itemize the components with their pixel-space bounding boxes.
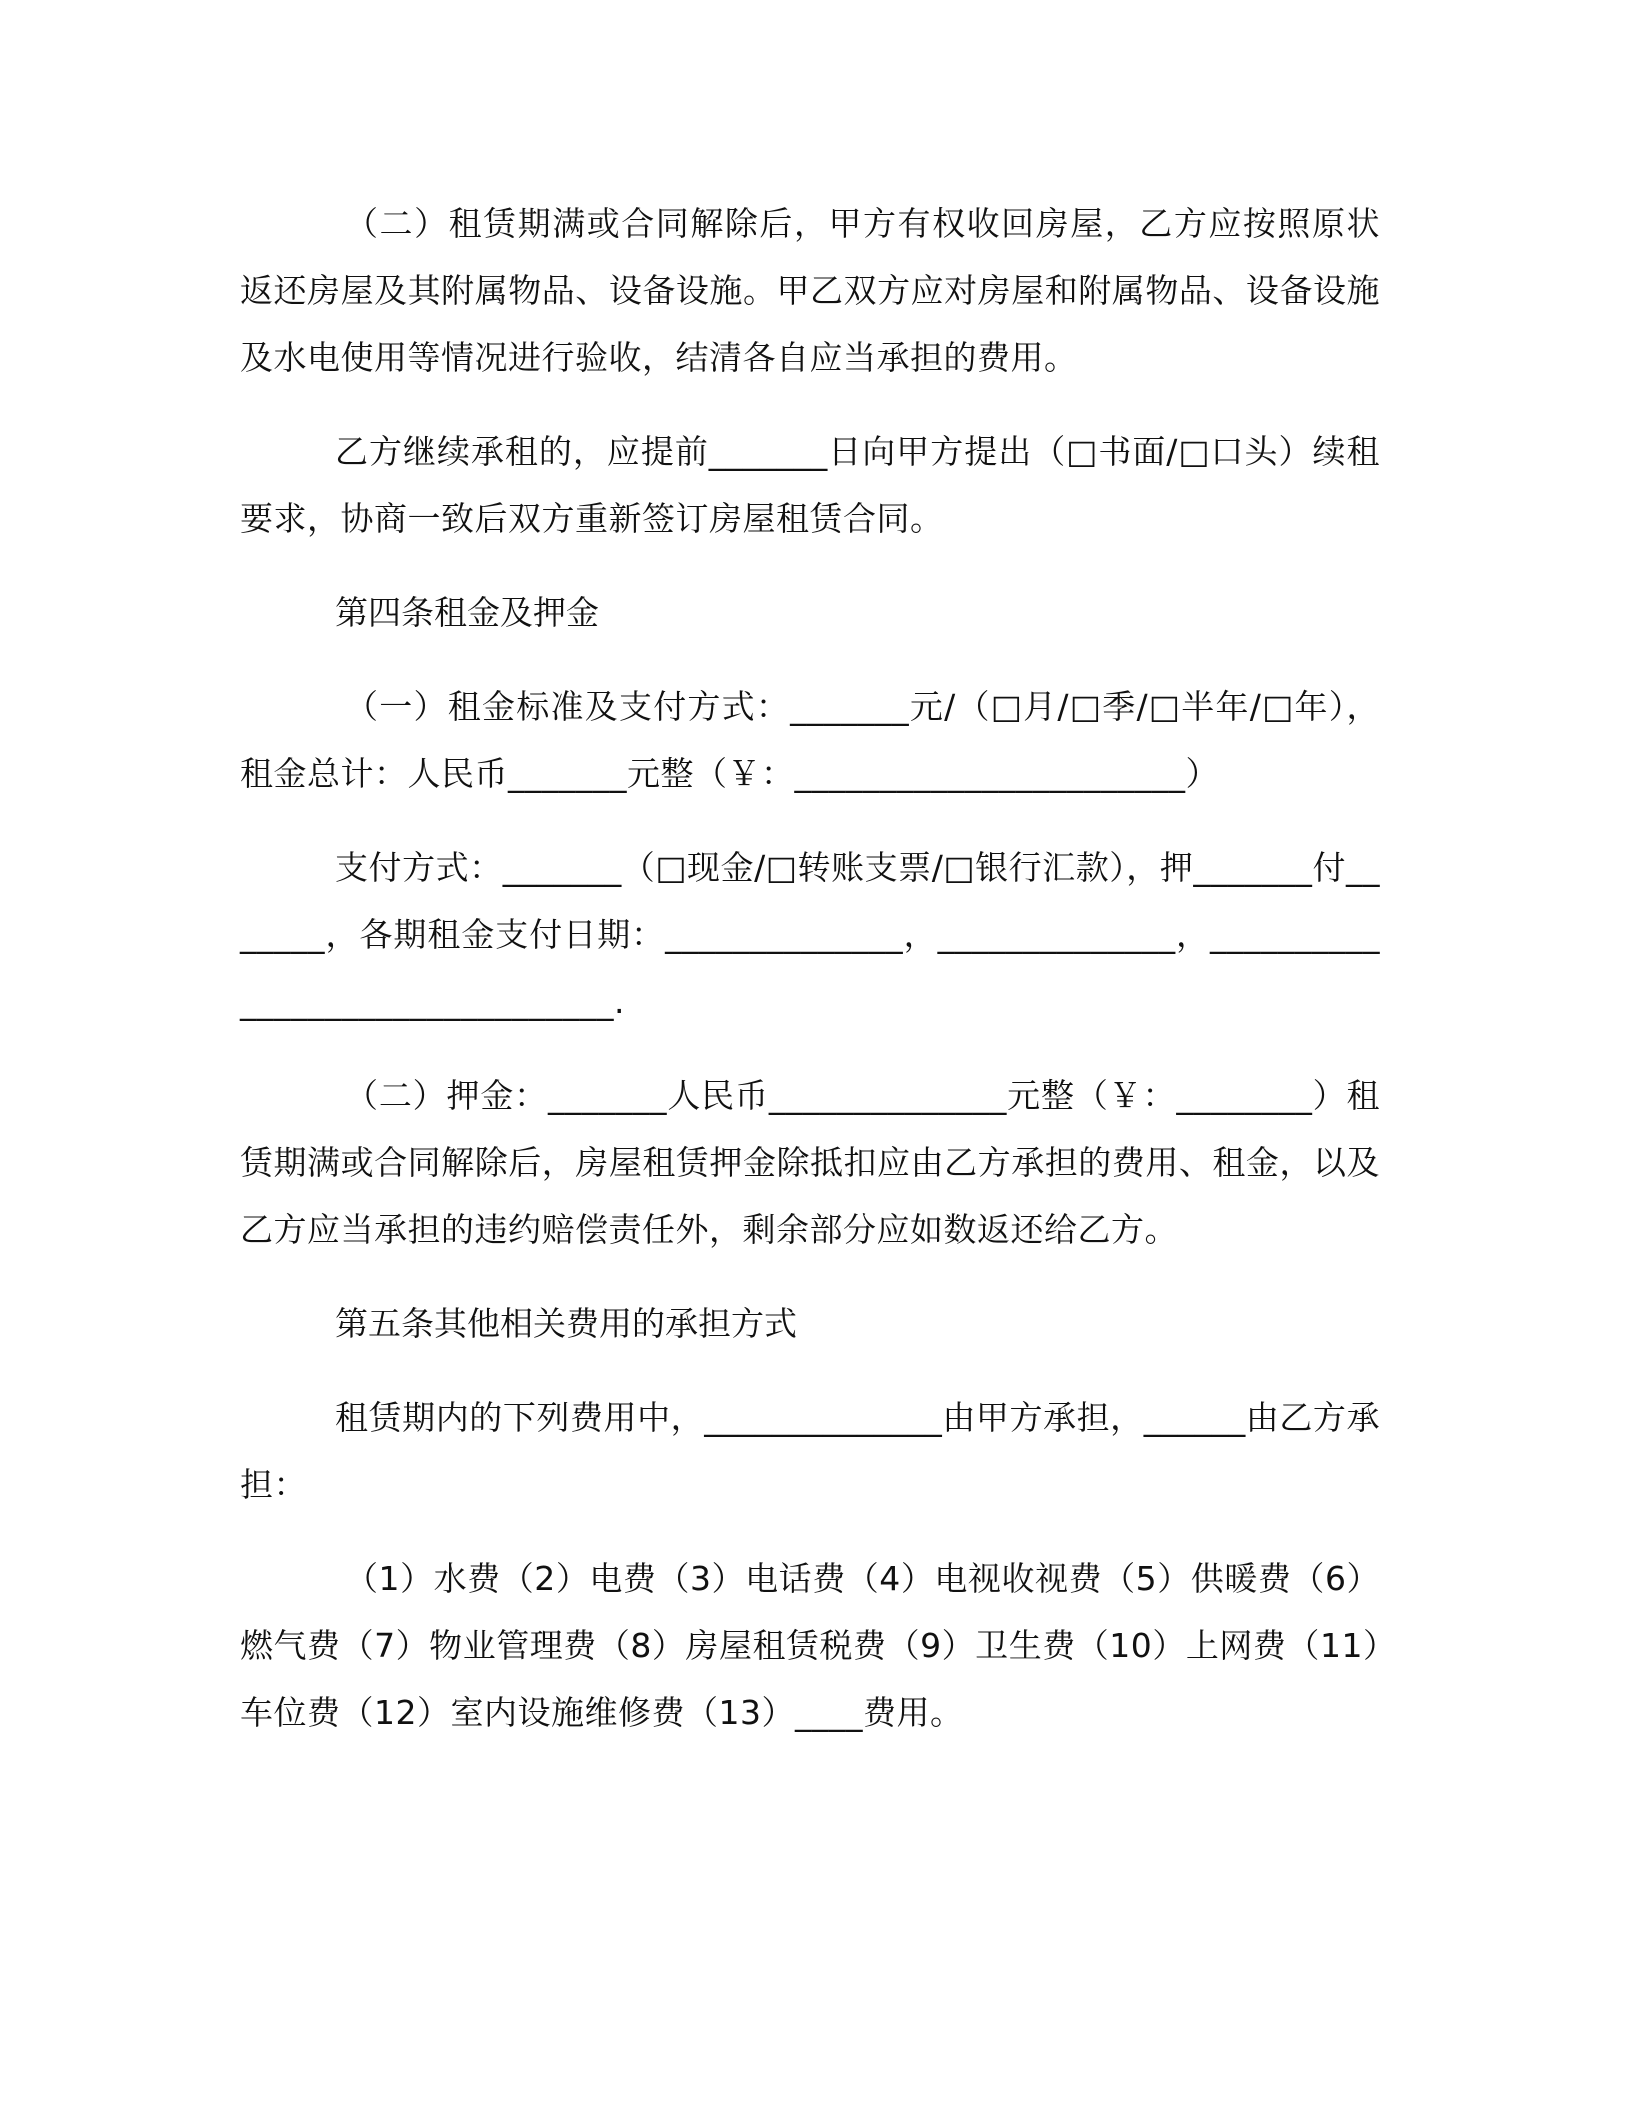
paragraph-lease-renewal: 乙方继续承租的，应提前_______日向甲方提出（□书面/□口头）续租要求，协商一致后双方重新签订房屋租赁合同。 [240,432,1380,538]
spacer [240,1263,1380,1290]
spacer [240,552,1380,579]
paragraph-rent-standard: （一）租金标准及支付方式：_______元/（□月/□季/□半年/□年），租金总计：人民币_______元整（￥：_______________________） [240,687,1380,793]
spacer [240,646,1380,673]
spacer [240,1035,1380,1062]
spacer [240,1357,1380,1384]
paragraph-payment-method: 支付方式：_______（□现金/□转账支票/□银行汇款），押_______付_______，各期租金支付日期：______________，______________，________________________________. [240,848,1380,1021]
paragraph-fee-allocation: 租赁期内的下列费用中，______________由甲方承担，______由乙方承担： [240,1398,1380,1504]
section-heading-article-5: 第五条其他相关费用的承担方式 [335,1304,797,1343]
spacer [240,807,1380,834]
paragraph-deposit: （二）押金：_______人民币______________元整（￥：________）租赁期满或合同解除后，房屋租赁押金除抵扣应由乙方承担的费用、租金，以及乙方应当承担的违约赔偿责任外，剩余部分应如数返还给乙方。 [240,1076,1380,1249]
paragraph-fee-list: （1）水费（2）电费（3）电话费（4）电视收视费（5）供暖费（6）燃气费（7）物业管理费（8）房屋租赁税费（9）卫生费（10）上网费（11）车位费（12）室内设施维修费（13）____费用。 [240,1559,1380,1732]
spacer [240,391,1380,418]
document-page [240,190,1380,1746]
paragraph-lease-expiry-return: （二）租赁期满或合同解除后，甲方有权收回房屋，乙方应按照原状返还房屋及其附属物品、设备设施。甲乙双方应对房屋和附属物品、设备设施及水电使用等情况进行验收，结清各自应当承担的费用。 [240,204,1380,377]
section-heading-article-4: 第四条租金及押金 [335,593,599,632]
spacer [240,1518,1380,1545]
